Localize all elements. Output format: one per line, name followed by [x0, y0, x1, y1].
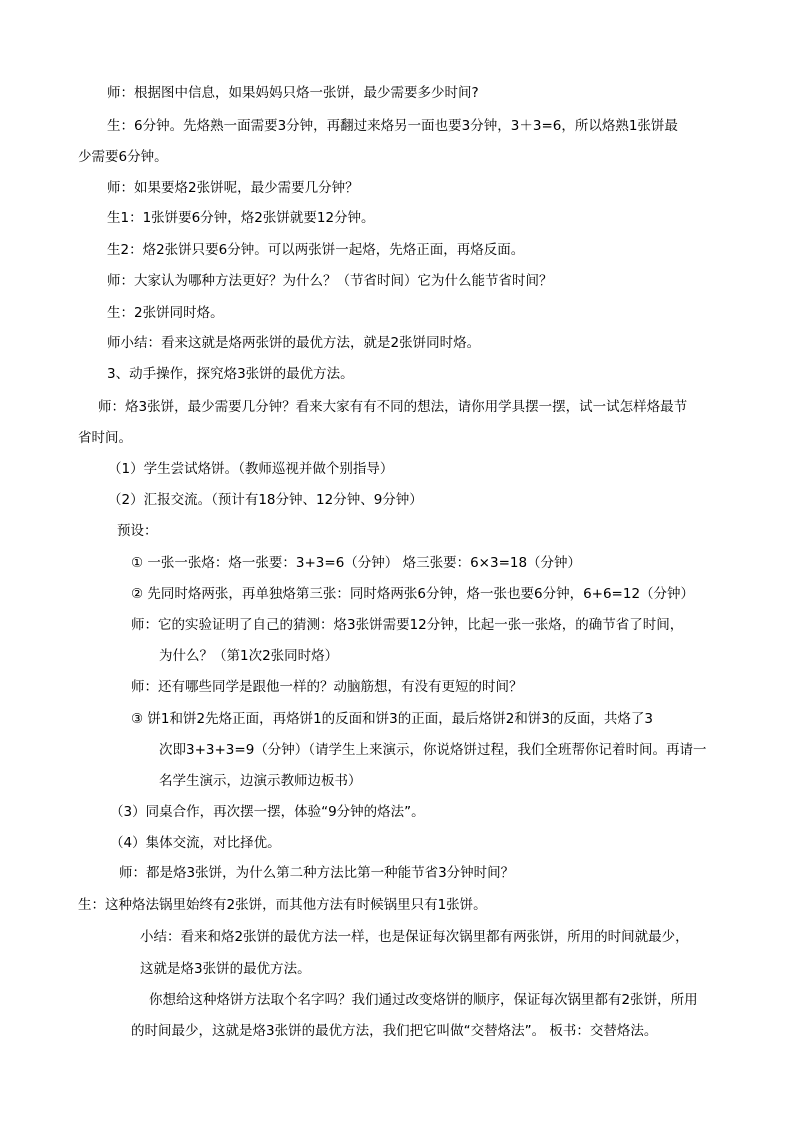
text-line: ① 一张一张烙：烙一张要：3+3=6（分钟） 烙三张要：6×3=18（分钟） — [131, 555, 582, 571]
text-line: 你想给这种烙饼方法取个名字吗？我们通过改变烙饼的顺序，保证每次锅里都有2张饼，所用 — [149, 992, 698, 1008]
text-line: 生：6分钟。先烙熟一面需要3分钟，再翻过来烙另一面也要3分钟，3＋3=6，所以烙熟1张饼最 — [107, 118, 678, 134]
text-line: 省时间。 — [78, 430, 132, 446]
text-line: 生：2张饼同时烙。 — [107, 305, 224, 321]
text-line: （4）集体交流，对比择优。 — [110, 835, 281, 851]
text-line: ③ 饼1和饼2先烙正面，再烙饼1的反面和饼3的正面，最后烙饼2和饼3的反面，共烙了3 — [131, 711, 654, 727]
text-line: 师：根据图中信息，如果妈妈只烙一张饼，最少需要多少时间? — [107, 85, 479, 101]
text-line: 师：大家认为哪种方法更好？为什么？（节省时间）它为什么能节省时间？ — [107, 273, 553, 289]
text-line: 生：这种烙法锅里始终有2张饼，而其他方法有时候锅里只有1张饼。 — [78, 897, 487, 913]
text-line: 名学生演示，边演示教师边板书） — [159, 773, 362, 789]
text-line: 师：它的实验证明了自己的猜测：烙3张饼需要12分钟，比起一张一张烙，的确节省了时间， — [131, 617, 684, 633]
text-line: 的时间最少，这就是烙3张饼的最优方法，我们把它叫做“交替烙法”。 板书：交替烙法。 — [131, 1023, 658, 1039]
text-line: 少需要6分钟。 — [78, 149, 168, 165]
text-line: 师小结：看来这就是烙两张饼的最优方法，就是2张饼同时烙。 — [107, 335, 481, 351]
text-line: 预设： — [117, 523, 158, 539]
text-line: （1）学生尝试烙饼。（教师巡视并做个别指导） — [108, 461, 394, 477]
text-line: 师：烙3张饼，最少需要几分钟？看来大家有有不同的想法，请你用学具摆一摆，试一试怎样烙最节 — [98, 399, 688, 415]
text-line: 次即3+3+3=9（分钟）（请学生上来演示，你说烙饼过程，我们全班帮你记着时间。再请一 — [159, 742, 707, 758]
text-line: ② 先同时烙两张，再单独烙第三张：同时烙两张6分钟，烙一张也要6分钟，6+6=12（分钟） — [131, 586, 695, 602]
text-line: 生2：烙2张饼只要6分钟。可以两张饼一起烙，先烙正面，再烙反面。 — [107, 242, 525, 258]
text-line: 生1：1张饼要6分钟，烙2张饼就要12分钟。 — [107, 210, 375, 226]
text-line: 这就是烙3张饼的最优方法。 — [140, 961, 311, 977]
text-line: 师：如果要烙2张饼呢，最少需要几分钟？ — [107, 180, 359, 196]
text-line: 3、动手操作，探究烙3张饼的最优方法。 — [107, 366, 354, 382]
text-line: （2）汇报交流。（预计有18分钟、12分钟、9分钟） — [108, 492, 423, 508]
text-line: 师：还有哪些同学是跟他一样的？动脑筋想，有没有更短的时间？ — [131, 679, 523, 695]
text-line: 小结：看来和烙2张饼的最优方法一样，也是保证每次锅里都有两张饼，所用的时间就最少， — [140, 929, 689, 945]
text-line: 为什么？（第1次2张同时烙） — [159, 648, 339, 664]
text-line: 师：都是烙3张饼，为什么第二种方法比第一种能节省3分钟时间？ — [119, 865, 515, 881]
text-line: （3）同桌合作，再次摆一摆，体验“9分钟的烙法”。 — [110, 804, 425, 820]
